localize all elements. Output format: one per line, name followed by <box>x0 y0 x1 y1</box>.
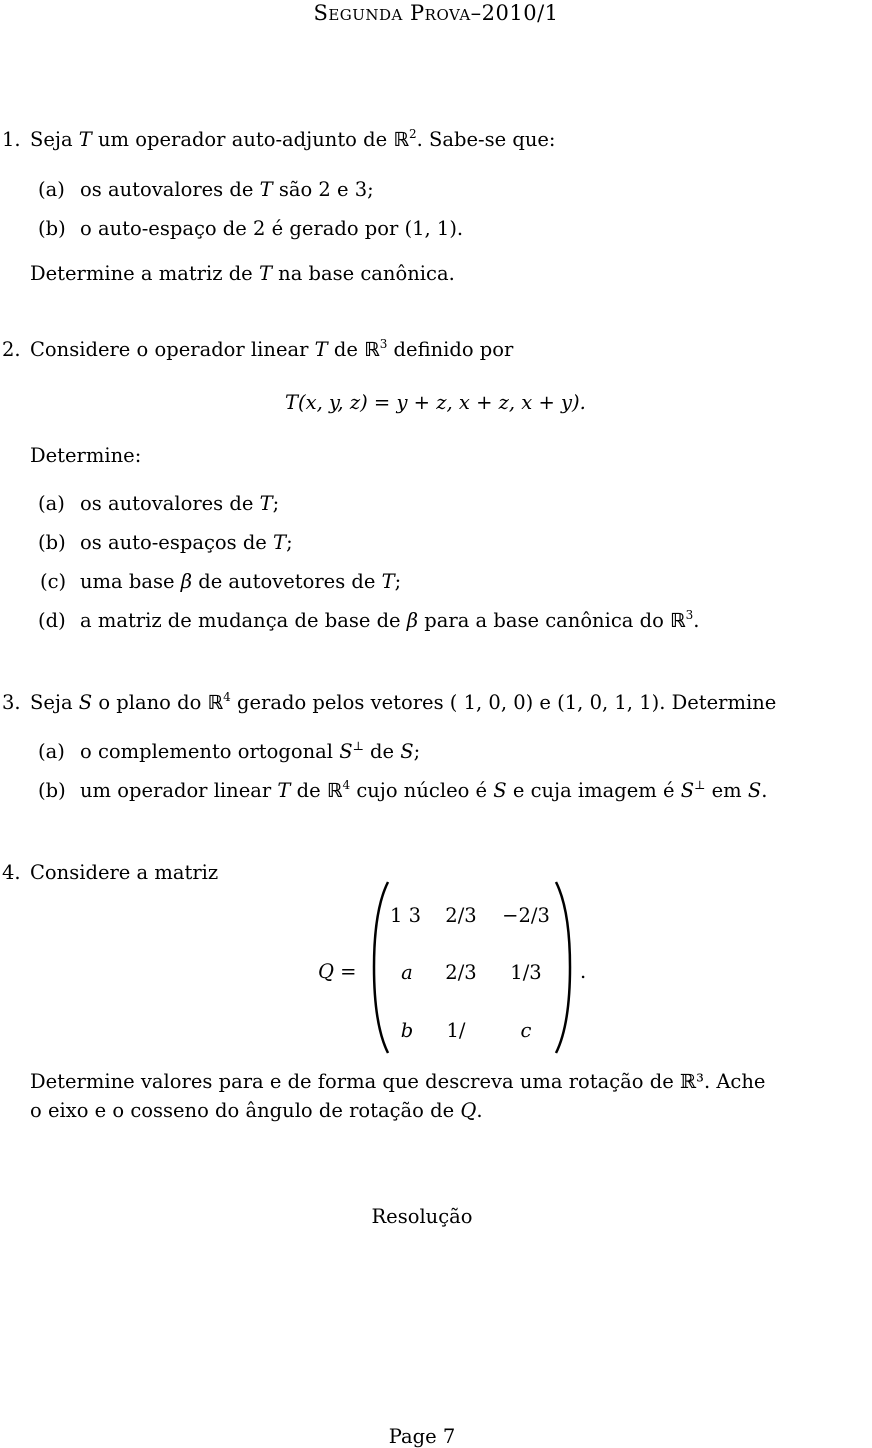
matrix-cell-r1-c1: 1 3 <box>390 904 422 927</box>
problem-1-number: 1. <box>2 128 21 151</box>
problem-3-item-b: um operador linear T de ℝ$^4$ cujo núcleo é S e cuja imagem é S⊥ em S. <box>80 778 768 802</box>
problem-1-closing: Determine a matriz de T na base canônica. <box>30 262 455 285</box>
problem-2-item-d-label: (d) <box>38 609 66 632</box>
problem-2-item-a-label: (a) <box>38 492 65 515</box>
problem-2-item-d: a matriz de mudança de base de β para a base canônica do ℝ$^3$. <box>80 608 700 632</box>
matrix-cell-r3-c2: 1/ <box>446 1019 466 1042</box>
problem-3-intro: Seja S o plano do ℝ$^4$ gerado pelos vetores ( 1, 0, 0) e (1, 0, 1, 1). Determine <box>30 690 777 714</box>
problem-1-intro: Seja T um operador auto-adjunto de ℝ$^2$. Sabe-se que: <box>30 127 556 151</box>
problem-2-item-a: os autovalores de T; <box>80 492 280 515</box>
matrix-cell-r3-c1: b <box>400 1019 414 1042</box>
matrix-cell-r2-c2: 2/3 <box>445 961 477 984</box>
problem-1-item-a-label: (a) <box>38 178 65 201</box>
page-header-title: Segunda Prova–2010/1 <box>313 1 559 25</box>
resolution-heading: Resolução <box>371 1205 473 1228</box>
problem-1-item-b-label: (b) <box>38 217 66 240</box>
matrix-cell-r1-c3: −2/3 <box>502 904 550 927</box>
problem-3-item-a: o complemento ortogonal S⊥ de S; <box>80 739 421 763</box>
page-number: Page 7 <box>388 1425 456 1448</box>
problem-4-closing-line-2: o eixo e o cosseno do ângulo de rotação de Q. <box>30 1099 483 1122</box>
problem-2-number: 2. <box>2 338 21 361</box>
problem-4-closing-line-1: Determine valores para e de forma que descreva uma rotação de ℝ³. Ache <box>30 1070 766 1093</box>
problem-3-item-a-label: (a) <box>38 740 65 763</box>
matrix-cell-r1-c2: 2/3 <box>445 904 477 927</box>
problem-2-item-c-label: (c) <box>40 570 67 593</box>
problem-2-item-b: os auto-espaços de T; <box>80 531 293 554</box>
problem-2-item-c: uma base β de autovetores de T; <box>80 570 402 593</box>
problem-3-number: 3. <box>2 691 21 714</box>
matrix-cell-r2-c3: 1/3 <box>510 961 542 984</box>
matrix-end-period: . <box>580 960 587 983</box>
matrix-lhs: Q = <box>318 960 357 983</box>
problem-4-number: 4. <box>2 861 21 884</box>
problem-2-intro: Considere o operador linear T de ℝ$^3$ definido por <box>30 337 514 361</box>
problem-1-item-a: os autovalores de T são 2 e 3; <box>80 178 374 201</box>
problem-2-formula: T(x, y, z) = y + z, x + z, x + y). <box>285 391 586 414</box>
problem-2-item-b-label: (b) <box>38 531 66 554</box>
problem-1-item-b: o auto-espaço de 2 é gerado por (1, 1). <box>80 217 464 240</box>
problem-2-determine: Determine: <box>30 444 142 467</box>
problem-4-intro: Considere a matriz <box>30 861 219 884</box>
matrix-left-paren <box>370 880 392 1055</box>
matrix-cell-r2-c1: a <box>401 961 413 984</box>
matrix-cell-r3-c3: c <box>520 1019 532 1042</box>
problem-3-item-b-label: (b) <box>38 779 66 802</box>
